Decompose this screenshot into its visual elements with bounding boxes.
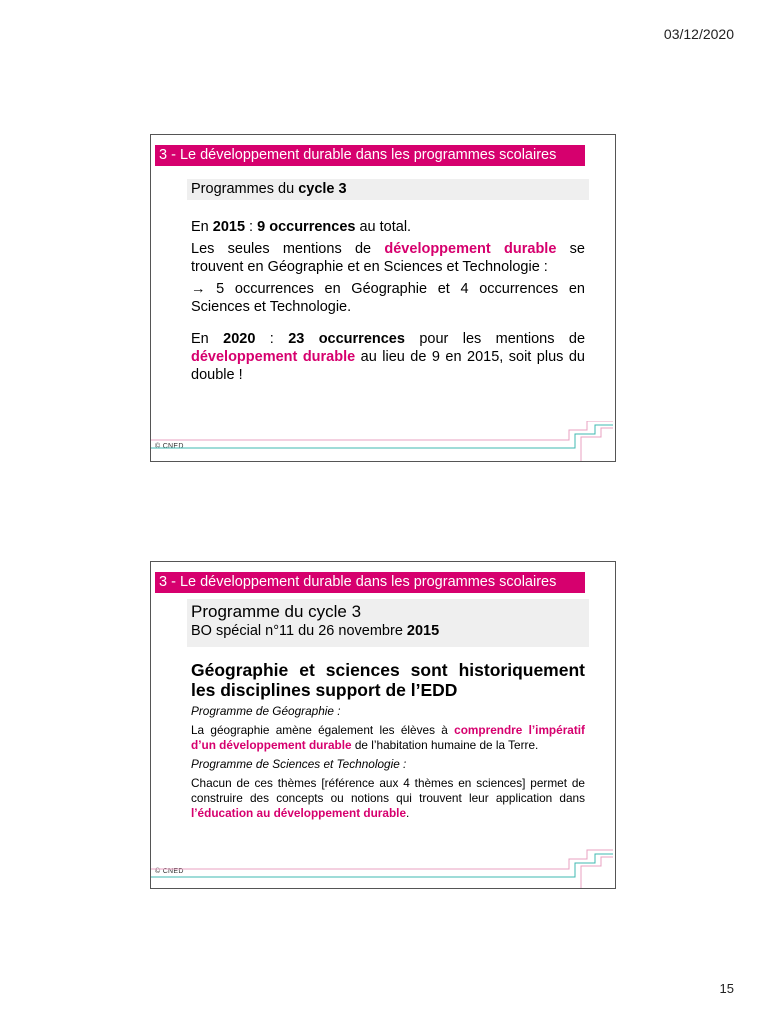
arrow-icon: → bbox=[191, 281, 206, 297]
slide-2-header: 3 - Le développement durable dans les programmes scolaires bbox=[155, 572, 585, 593]
slide-1-body bbox=[191, 218, 585, 388]
sci-text bbox=[191, 776, 585, 821]
text: . bbox=[406, 806, 410, 820]
highlight: comprendre l’impératif d’un développement durable bbox=[191, 723, 585, 752]
sci-label: Programme de Sciences et Technologie : bbox=[191, 757, 407, 771]
paragraph-2015 bbox=[191, 218, 585, 236]
slide-2-body bbox=[191, 660, 585, 825]
text: BO spécial n°11 du 26 novembre bbox=[191, 623, 407, 639]
subtitle-line-1: Programme du cycle 3 bbox=[191, 602, 362, 621]
text: : bbox=[255, 331, 289, 347]
slide-2-heading: Géographie et sciences sont historiquement les disciplines support de l’EDD bbox=[191, 660, 585, 700]
slide-1-header: 3 - Le développement durable dans les programmes scolaires bbox=[155, 145, 585, 166]
cned-copyright: © CNED bbox=[155, 868, 184, 875]
highlight: développement durable bbox=[191, 349, 356, 365]
text: de l’habitation humaine de la Terre. bbox=[351, 738, 539, 752]
decorative-lines bbox=[151, 421, 615, 461]
paragraph-mentions bbox=[191, 240, 585, 276]
text: : bbox=[245, 219, 258, 235]
page-date: 03/12/2020 bbox=[663, 26, 734, 42]
text: La géographie amène également les élèves à bbox=[191, 723, 455, 737]
text: En bbox=[191, 331, 224, 347]
year-2020: 2020 bbox=[223, 331, 256, 347]
subtitle-text: Programmes du bbox=[191, 181, 299, 197]
geo-label: Programme de Géographie : bbox=[191, 704, 341, 718]
page-number: 15 bbox=[719, 981, 734, 996]
slide-2-subtitle bbox=[187, 599, 589, 647]
paragraph-2020 bbox=[191, 330, 585, 384]
highlight: l’éducation au développement durable bbox=[191, 806, 407, 820]
highlight: développement durable bbox=[384, 241, 557, 257]
subtitle-bold: cycle 3 bbox=[298, 181, 347, 197]
year-2015: 2015 bbox=[406, 623, 440, 639]
text: pour les mentions de bbox=[404, 331, 586, 347]
slide-1-subtitle bbox=[187, 179, 589, 200]
slide-1 bbox=[150, 134, 616, 462]
geo-text bbox=[191, 723, 585, 753]
occurrences-count: 9 occurrences bbox=[257, 219, 356, 235]
text: En bbox=[191, 219, 213, 235]
text: Les seules mentions de bbox=[191, 241, 385, 257]
cned-copyright: © CNED bbox=[155, 443, 184, 450]
text: Chacun de ces thèmes [référence aux 4 thèmes en sciences] permet de construire des concepts ou notions qui trouvent leur application dans bbox=[191, 776, 585, 805]
subtitle-line-2 bbox=[191, 622, 589, 641]
slide-2 bbox=[150, 561, 616, 889]
text: au total. bbox=[355, 219, 412, 235]
paragraph-arrow bbox=[191, 280, 585, 316]
text: se trouvent en Géographie et en Sciences et Technologie : bbox=[191, 241, 586, 275]
decorative-lines bbox=[151, 848, 615, 888]
text: au lieu de 9 en 2015, soit plus du double ! bbox=[191, 349, 585, 383]
year-2015: 2015 bbox=[212, 219, 246, 235]
text: 5 occurrences en Géographie et 4 occurrences en Sciences et Technologie. bbox=[191, 281, 585, 315]
occurrences-count: 23 occurrences bbox=[288, 331, 405, 347]
